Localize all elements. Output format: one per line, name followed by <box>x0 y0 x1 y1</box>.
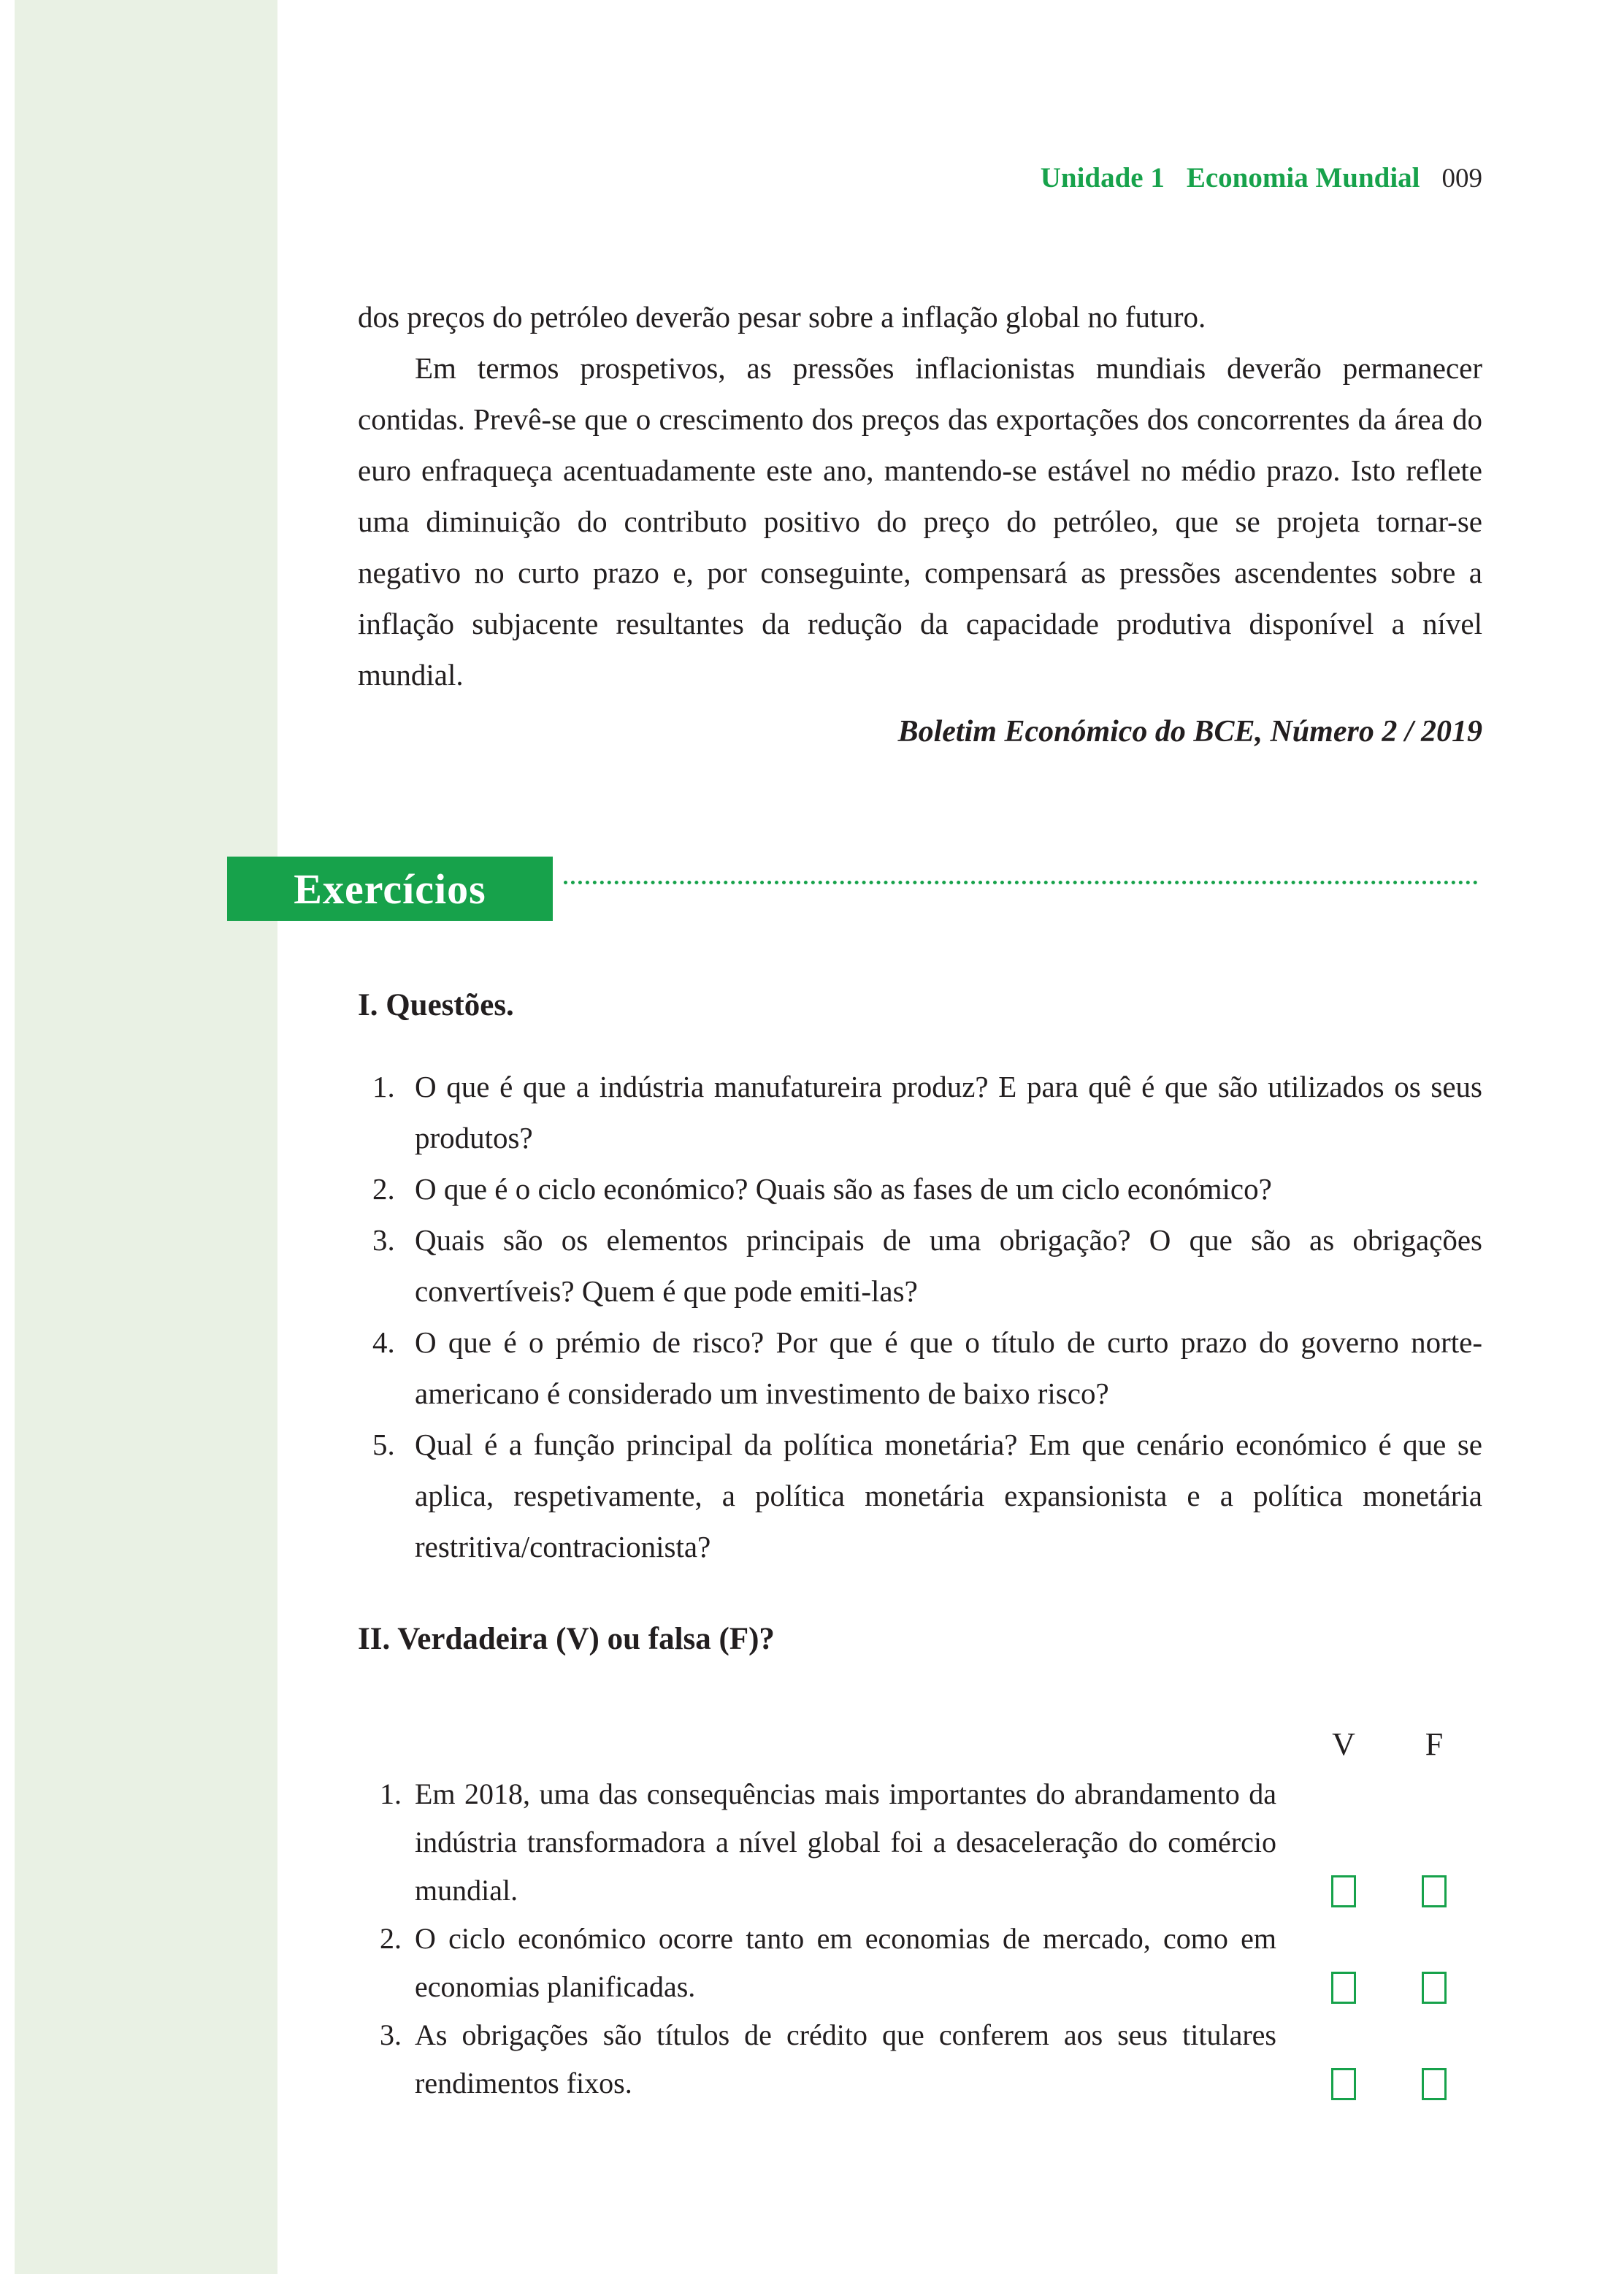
statement-item <box>358 2011 1482 2108</box>
question-item <box>358 1317 1482 1419</box>
statement-text: As obrigações são títulos de crédito que conferem aos seus titulares rendimentos fixos. <box>415 2018 1276 2099</box>
question-text: O que é o ciclo económico? Quais são as fases de um ciclo económico? <box>415 1172 1272 1206</box>
checkbox-true[interactable] <box>1331 2068 1356 2100</box>
statements-list <box>358 1770 1482 2108</box>
statement-number: 3. <box>380 2018 402 2051</box>
statement-text: O ciclo económico ocorre tanto em economias de mercado, como em economias planificadas. <box>415 1922 1276 2003</box>
statement-number: 1. <box>380 1777 402 1810</box>
intro-paragraph-1: dos preços do petróleo deverão pesar sobre a inflação global no futuro. <box>358 300 1206 334</box>
checkbox-false[interactable] <box>1422 1875 1447 1907</box>
checkbox-true[interactable] <box>1331 1972 1356 2004</box>
question-text: Qual é a função principal da política monetária? Em que cenário económico é que se aplica, respetivamente, a política monetária expansionista e a política monetária restritiva/contracionista? <box>415 1428 1482 1563</box>
checkbox-false[interactable] <box>1422 1972 1447 2004</box>
question-item <box>358 1163 1482 1214</box>
question-item <box>358 1061 1482 1163</box>
checkbox-true[interactable] <box>1331 1875 1356 1907</box>
question-item <box>358 1419 1482 1572</box>
unit-label: Unidade 1 <box>1040 162 1165 194</box>
column-header-true: V <box>1332 1726 1355 1762</box>
left-margin-sidebar <box>15 0 277 2274</box>
question-text: O que é o prémio de risco? Por que é que o título de curto prazo do governo norte-americano é considerado um investimento de baixo risco? <box>415 1325 1482 1410</box>
exercises-banner-label: Exercícios <box>294 865 486 913</box>
section-title-questions: I. Questões. <box>358 988 514 1022</box>
statement-number: 2. <box>380 1922 402 1955</box>
page-number: 009 <box>1441 164 1482 194</box>
statement-text: Em 2018, uma das consequências mais importantes do abrandamento da indústria transformadora a nível global foi a desaceleração do comércio mundial. <box>415 1777 1276 1907</box>
question-text: O que é que a indústria manufatureira produz? E para quê é que são utilizados os seus produtos? <box>415 1070 1482 1155</box>
page-content <box>358 0 1482 2108</box>
column-header-false: F <box>1425 1726 1444 1762</box>
question-number: 1. <box>372 1070 395 1103</box>
page-header <box>358 161 1482 196</box>
section-label: Economia Mundial <box>1186 162 1420 194</box>
truefalse-column-headers <box>358 1719 1482 1770</box>
section-title-truefalse: II. Verdadeira (V) ou falsa (F)? <box>358 1622 775 1656</box>
question-number: 3. <box>372 1223 395 1257</box>
questions-list <box>358 1061 1482 1572</box>
intro-paragraph-2: Em termos prospetivos, as pressões inflacionistas mundiais deverão permanecer contidas. Prevê-se que o crescimento dos preços das exportações dos concorrentes da área do euro enfraqueça acentuadamente este ano, mantendo-se estável no médio prazo. Isto reflete uma diminuição do contributo positivo do preço do petróleo, que se projeta tornar-se negativo no curto prazo e, por conseguinte, compensará as pressões ascendentes sobre a inflação subjacente resultantes da redução da capacidade produtiva disponível a nível mundial. <box>358 351 1482 692</box>
question-number: 2. <box>372 1172 395 1206</box>
question-text: Quais são os elementos principais de uma obrigação? O que são as obrigações convertíveis? Quem é que pode emiti-las? <box>415 1223 1482 1308</box>
question-number: 4. <box>372 1325 395 1359</box>
question-item <box>358 1214 1482 1317</box>
checkbox-false[interactable] <box>1422 2068 1447 2100</box>
source-attribution: Boletim Económico do BCE, Número 2 / 2019 <box>897 715 1482 749</box>
statement-item <box>358 1915 1482 2011</box>
statement-item <box>358 1770 1482 1915</box>
intro-text-block <box>358 291 1482 700</box>
question-number: 5. <box>372 1428 395 1461</box>
